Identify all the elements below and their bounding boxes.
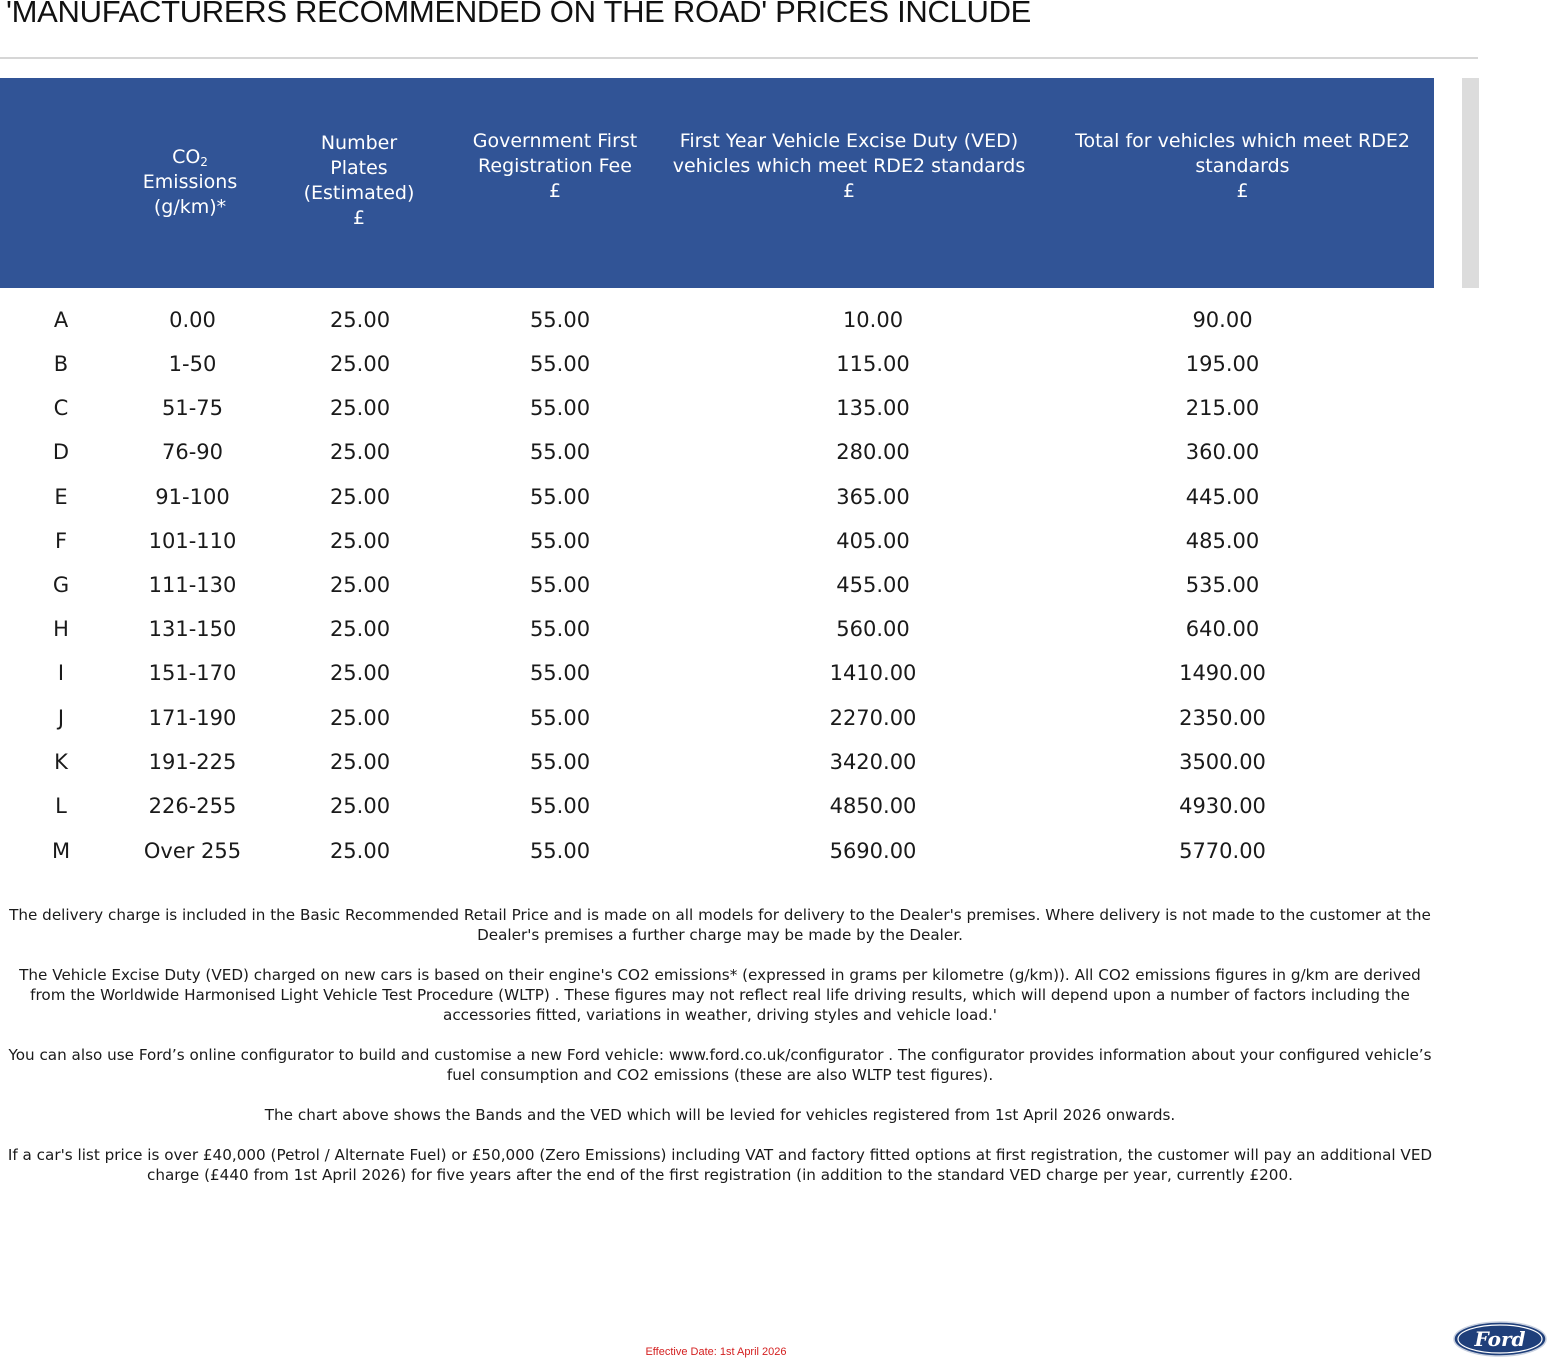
- cell-band: I: [57, 661, 65, 685]
- cell-co2: 51-75: [161, 396, 224, 420]
- table-row: [0, 430, 1434, 474]
- header-registration-fee: [460, 78, 650, 288]
- cell-ved: 4850.00: [829, 794, 917, 818]
- cell-ved: 135.00: [836, 396, 910, 420]
- cell-total: 195.00: [1185, 352, 1260, 376]
- cell-plates: 25.00: [329, 661, 391, 685]
- cell-co2: 76-90: [161, 440, 224, 464]
- cell-band: G: [52, 573, 70, 597]
- cell-total: 445.00: [1185, 485, 1260, 509]
- note-chart-bands: The chart above shows the Bands and the VED which will be levied for vehicles registered from 1st April 2026 onwards.: [264, 1106, 1176, 1124]
- header-plates-line3: (Estimated): [303, 182, 415, 204]
- header-total-line2: standards: [1195, 154, 1290, 177]
- header-reg-line3: £: [548, 179, 562, 202]
- cell-plates: 25.00: [329, 440, 391, 464]
- cell-reg-fee: 55.00: [529, 839, 591, 863]
- cell-band: D: [52, 440, 70, 464]
- cell-reg-fee: 55.00: [529, 352, 591, 376]
- cell-co2: 171-190: [148, 706, 237, 730]
- cell-plates: 25.00: [329, 573, 391, 597]
- header-co2-line3: (g/km)*: [153, 195, 227, 218]
- cell-total: 640.00: [1185, 617, 1260, 641]
- note-ved-explanation: The Vehicle Excise Duty (VED) charged on new cars is based on their engine's CO2 emissions* (expressed in grams per kilometre (g/km)). All CO2 emissions figures in g/km are derived from the Worldwide Harmonised Light Vehicle Test Procedure (WLTP) . These figures may not reflect real life driving results, which will depend upon a number of factors including the accessories fitted, variations in weather, driving styles and vehicle load.': [19, 966, 1421, 1024]
- cell-ved: 455.00: [836, 573, 910, 597]
- header-plates: [285, 78, 433, 288]
- cell-reg-fee: 55.00: [529, 485, 591, 509]
- cell-band: A: [53, 308, 69, 332]
- cell-total: 535.00: [1185, 573, 1260, 597]
- table-row: [0, 563, 1434, 607]
- cell-band: C: [53, 396, 69, 420]
- cell-reg-fee: 55.00: [529, 706, 591, 730]
- header-ved-line1: First Year Vehicle Excise Duty (VED): [679, 129, 1019, 152]
- cell-co2: 151-170: [148, 661, 237, 685]
- table-row: [0, 386, 1434, 430]
- cell-plates: 25.00: [329, 617, 391, 641]
- page-title: 'MANUFACTURERS RECOMMENDED ON THE ROAD' PRICES INCLUDE: [6, 0, 1032, 29]
- cell-co2: 101-110: [148, 529, 237, 553]
- table-row: [0, 342, 1434, 386]
- cell-total: 215.00: [1185, 396, 1260, 420]
- header-plates-line1: Number: [320, 132, 398, 154]
- cell-ved: 2270.00: [829, 706, 917, 730]
- header-co2-subscript: 2: [200, 154, 208, 169]
- cell-ved: 405.00: [836, 529, 910, 553]
- note-online-configurator: You can also use Ford’s online configurator to build and customise a new Ford vehicle: www.ford.co.uk/configurator . The configurator provides information about your configured vehicle’s fuel consumption and CO2 emissions (these are also WLTP test figures).: [8, 1046, 1432, 1084]
- cell-ved: 10.00: [842, 308, 904, 332]
- cell-co2: 191-225: [148, 750, 237, 774]
- cell-co2: 1-50: [168, 352, 217, 376]
- cell-band: J: [57, 706, 65, 730]
- cell-reg-fee: 55.00: [529, 661, 591, 685]
- cell-reg-fee: 55.00: [529, 529, 591, 553]
- cell-reg-fee: 55.00: [529, 750, 591, 774]
- cell-plates: 25.00: [329, 396, 391, 420]
- table-row: [0, 829, 1434, 873]
- cell-band: L: [55, 794, 67, 818]
- header-co2-label: CO: [172, 145, 201, 168]
- cell-ved: 115.00: [836, 352, 910, 376]
- cell-co2: Over 255: [143, 839, 242, 863]
- cell-band: B: [53, 352, 69, 376]
- title-divider: [0, 57, 1478, 59]
- cell-band: F: [54, 529, 68, 553]
- cell-reg-fee: 55.00: [529, 440, 591, 464]
- side-scroll-bar: [1462, 78, 1479, 288]
- note-delivery-charge: The delivery charge is included in the Basic Recommended Retail Price and is made on all models for delivery to the Dealer's premises. Where delivery is not made to the customer at the Dealer's premises a further charge may be made by the Dealer.: [9, 906, 1431, 944]
- header-plates-line4: £: [352, 207, 366, 229]
- note-expensive-car-supplement: If a car's list price is over £40,000 (Petrol / Alternate Fuel) or £50,000 (Zero Emissions) including VAT and factory fitted options at first registration, the customer will pay an additional VED charge (£440 from 1st April 2026) for five years after the end of the first registration (in addition to the standard VED charge per year, currently £200.: [7, 1146, 1433, 1184]
- cell-band: M: [51, 839, 71, 863]
- cell-reg-fee: 55.00: [529, 794, 591, 818]
- cell-total: 4930.00: [1179, 794, 1266, 818]
- notes-section: [0, 905, 1440, 1205]
- cell-ved: 560.00: [836, 617, 910, 641]
- cell-total: 5770.00: [1179, 839, 1266, 863]
- cell-co2: 111-130: [148, 573, 237, 597]
- logo-text: Ford: [1474, 1327, 1526, 1351]
- table-row: [0, 651, 1434, 695]
- cell-reg-fee: 55.00: [529, 573, 591, 597]
- table-row: [0, 740, 1434, 784]
- cell-total: 360.00: [1185, 440, 1260, 464]
- cell-plates: 25.00: [329, 485, 391, 509]
- cell-plates: 25.00: [329, 529, 391, 553]
- cell-ved: 1410.00: [829, 661, 917, 685]
- cell-plates: 25.00: [329, 750, 391, 774]
- cell-plates: 25.00: [329, 839, 391, 863]
- cell-total: 3500.00: [1179, 750, 1266, 774]
- cell-co2: 0.00: [169, 308, 216, 332]
- header-total: [1050, 78, 1435, 288]
- ford-oval-logo-icon: [1452, 1320, 1548, 1358]
- effective-date: Effective Date: 1st April 2026: [645, 1346, 787, 1358]
- cell-plates: 25.00: [329, 308, 391, 332]
- header-reg-line2: Registration Fee: [478, 154, 632, 177]
- cell-total: 1490.00: [1179, 661, 1266, 685]
- cell-band: K: [54, 750, 68, 774]
- cell-plates: 25.00: [329, 352, 391, 376]
- header-first-year-ved: [655, 78, 1043, 288]
- cell-ved: 3420.00: [829, 750, 917, 774]
- header-total-line3: £: [1236, 179, 1249, 202]
- cell-reg-fee: 55.00: [529, 308, 591, 332]
- table-row: [0, 519, 1434, 563]
- cell-total: 2350.00: [1179, 706, 1266, 730]
- table-row: [0, 607, 1434, 651]
- header-plates-line2: Plates: [330, 157, 388, 179]
- header-total-line1: Total for vehicles which meet RDE2: [1075, 129, 1410, 152]
- table-row: [0, 696, 1434, 740]
- cell-reg-fee: 55.00: [529, 617, 591, 641]
- header-reg-line1: Government First: [472, 129, 638, 152]
- cell-plates: 25.00: [329, 794, 391, 818]
- cell-co2: 91-100: [155, 485, 230, 509]
- cell-ved: 5690.00: [829, 839, 917, 863]
- cell-total: 90.00: [1192, 308, 1253, 332]
- cell-co2: 226-255: [148, 794, 237, 818]
- header-ved-line2: vehicles which meet RDE2 standards: [672, 154, 1026, 177]
- table-row: [0, 784, 1434, 828]
- cell-co2: 131-150: [148, 617, 237, 641]
- cell-ved: 280.00: [836, 440, 910, 464]
- header-co2-line2: Emissions: [142, 170, 238, 193]
- cell-ved: 365.00: [836, 485, 910, 509]
- table-row: [0, 475, 1434, 519]
- header-co2: [120, 78, 260, 288]
- cell-band: E: [54, 485, 68, 509]
- cell-plates: 25.00: [329, 706, 391, 730]
- cell-band: H: [53, 617, 69, 641]
- cell-reg-fee: 55.00: [529, 396, 591, 420]
- cell-total: 485.00: [1185, 529, 1260, 553]
- table-row: [0, 298, 1434, 342]
- header-ved-line3: £: [842, 179, 856, 202]
